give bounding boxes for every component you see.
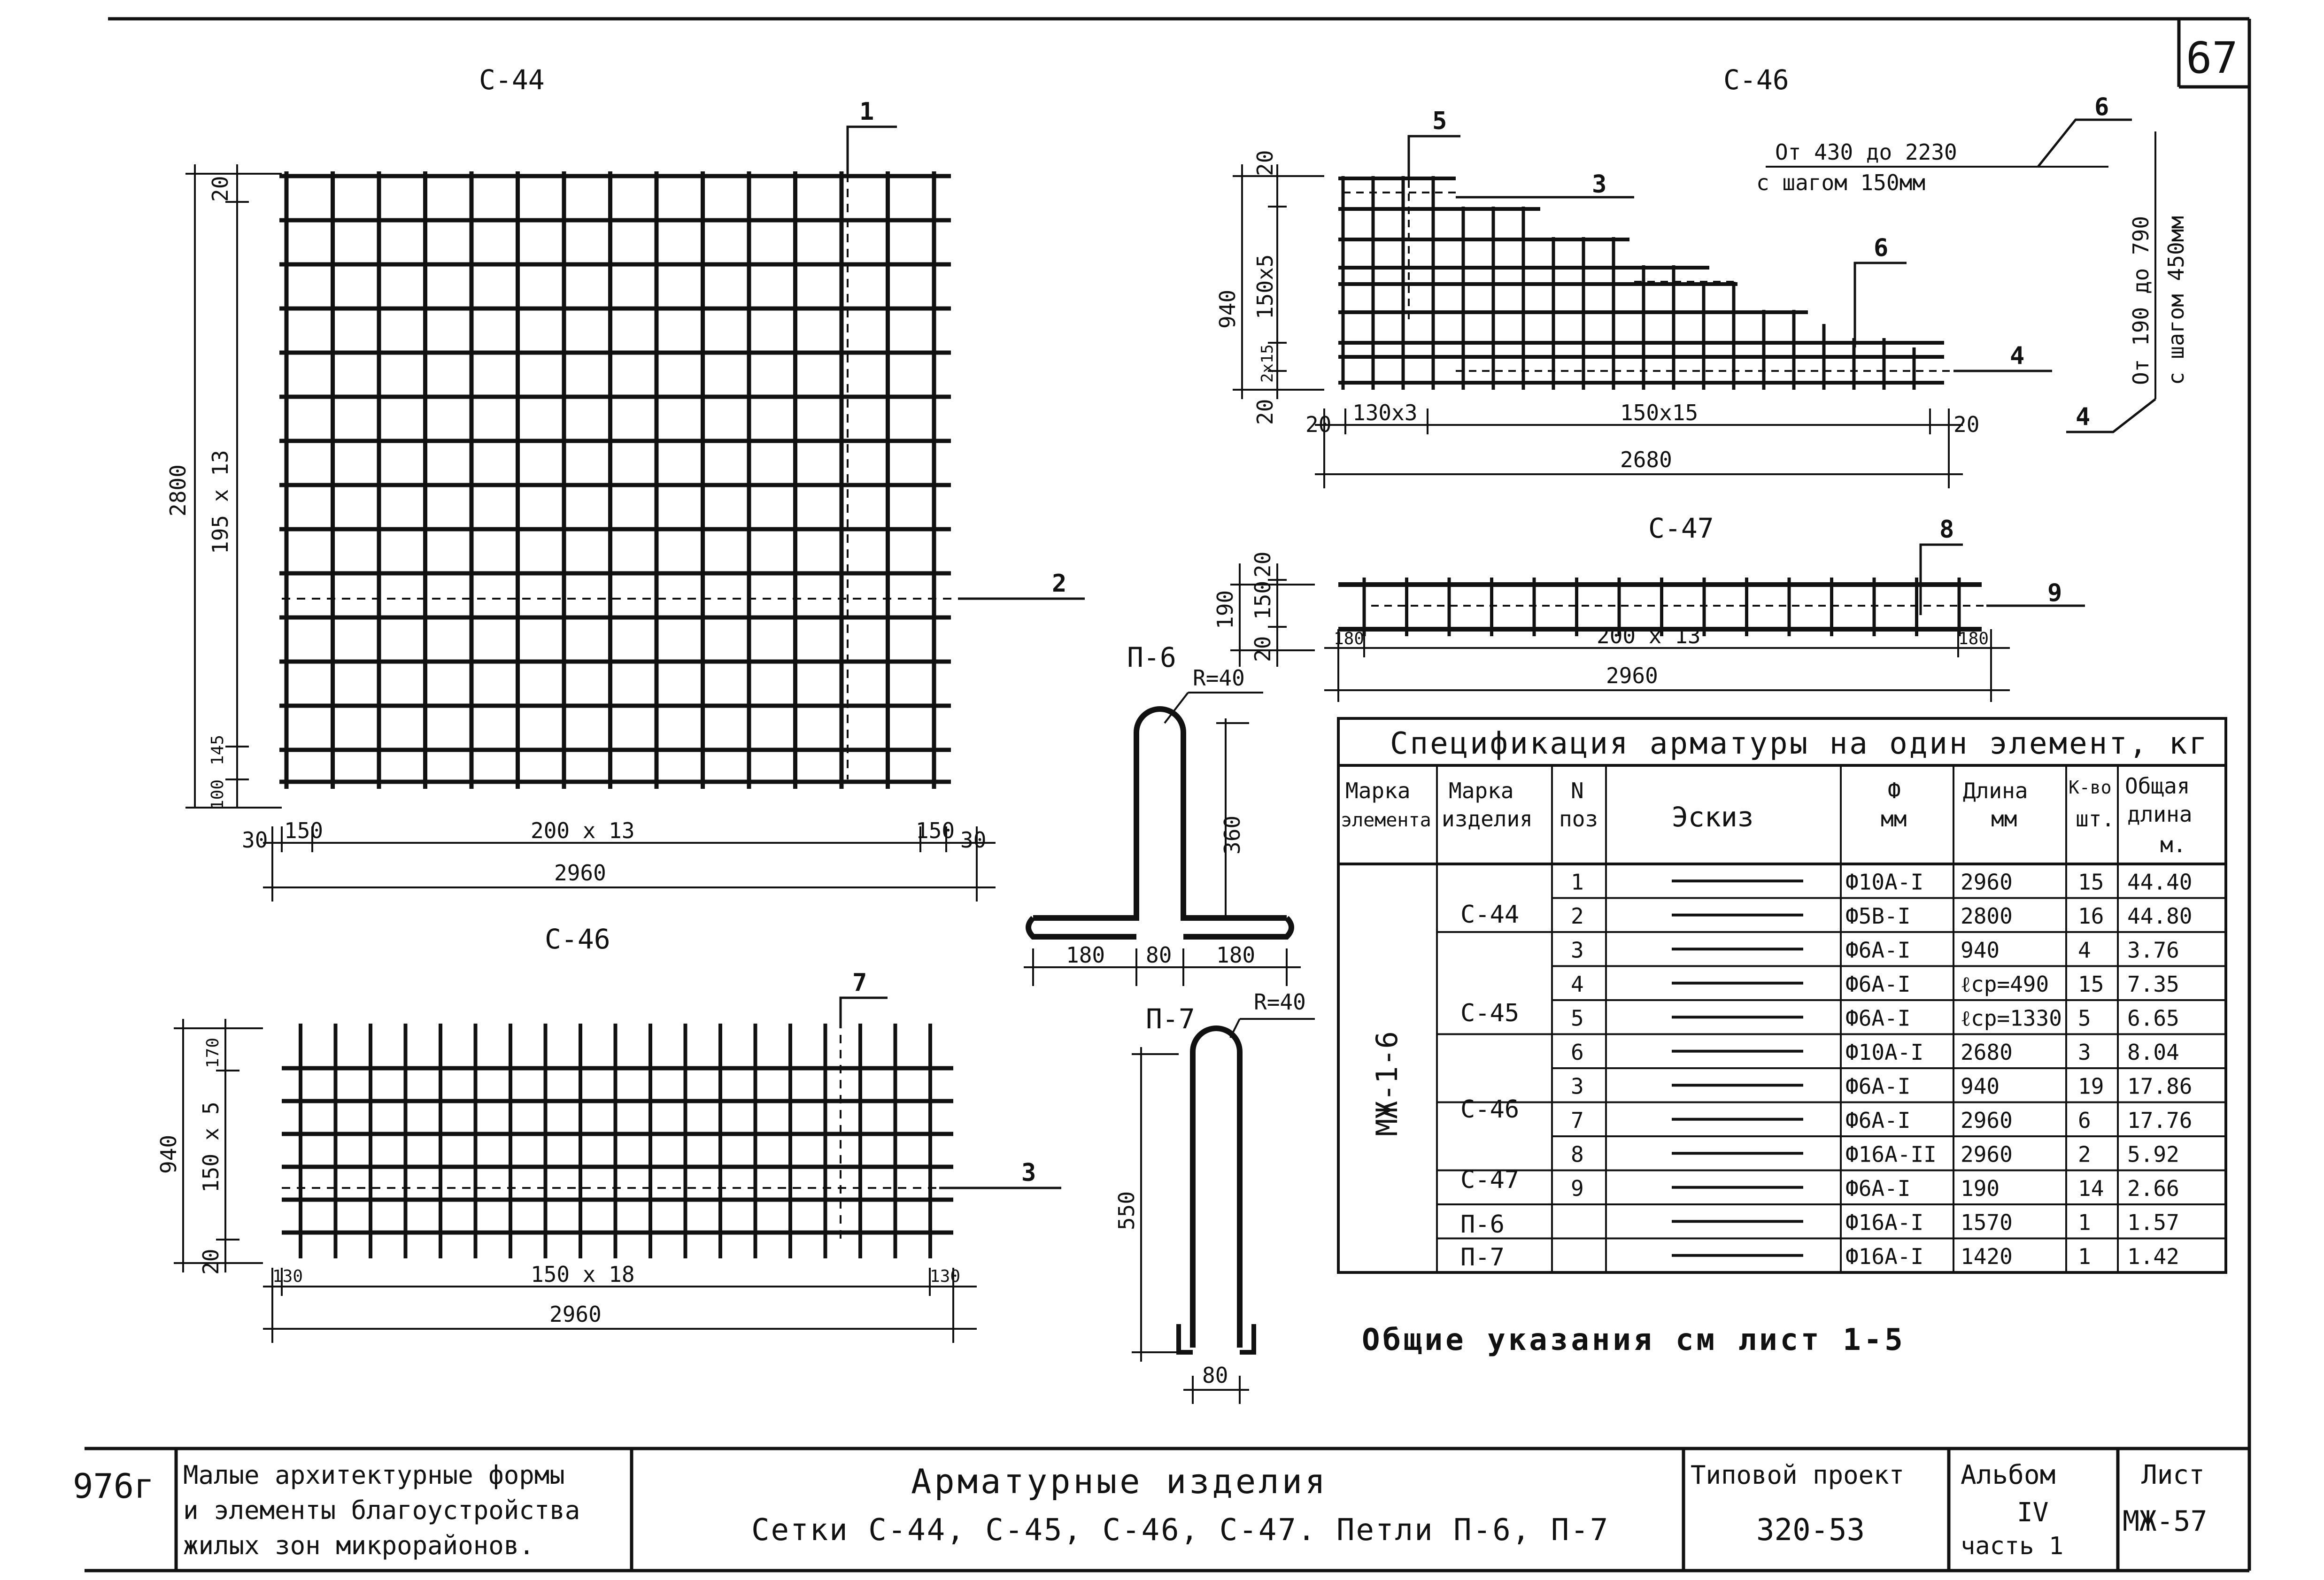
sheet-number: 67	[2186, 33, 2238, 83]
spec-cell-qty: 15	[2078, 869, 2104, 895]
c46-right-leader-5	[1409, 136, 1460, 178]
spec-cell-pos: 1	[1571, 869, 1584, 895]
spec-cell-len: 2800	[1961, 903, 2013, 929]
spec-h-qty-2: шт.	[2076, 806, 2115, 832]
spec-cell-len: 2960	[1961, 869, 2013, 895]
c46-right-dim-total-w: 2680	[1620, 447, 1672, 472]
spec-table	[1338, 718, 2226, 1272]
spec-element: МЖ-1-6	[1370, 1031, 1404, 1136]
spec-cell-pos: 8	[1571, 1141, 1584, 1167]
c46-left-dim-bottom: 20	[198, 1249, 224, 1275]
c44-dim-left-off: 150	[284, 818, 324, 843]
general-note: Общие указания см лист 1-5	[1362, 1323, 1906, 1357]
spec-cell-len: 2960	[1961, 1141, 2013, 1167]
c46-right-mark-3: 3	[1592, 170, 1607, 199]
spec-cell-pos: 7	[1571, 1108, 1584, 1133]
spec-h-sketch: Эскиз	[1672, 801, 1754, 833]
spec-cell-len: 190	[1961, 1176, 2000, 1201]
c44-leader-1	[848, 127, 897, 174]
c44-dim-spacing-h: 195 х 13	[208, 450, 233, 554]
c47-dim-spacing-w: 200 х 13	[1597, 623, 1701, 648]
title-block	[73, 1449, 2249, 1571]
spec-cell-qty: 4	[2078, 937, 2091, 963]
c46-left-dim-left-off: 130	[272, 1267, 303, 1286]
loop-p6	[1024, 641, 1301, 986]
mesh-c46-left	[156, 923, 1061, 1343]
spec-cell-total: 1.57	[2127, 1210, 2179, 1235]
spec-cell-len: 2680	[1961, 1040, 2013, 1065]
spec-cell-diam: Ф10А-I	[1845, 869, 1924, 895]
spec-cell-qty: 1	[2078, 1244, 2091, 1269]
c46-right-mark-5: 5	[1432, 107, 1447, 135]
c46-right-dim-right-edge: 20	[1953, 412, 1980, 437]
spec-loop-p7: П-7	[1460, 1243, 1505, 1272]
p7-radius: R=40	[1254, 989, 1306, 1015]
tb-album-label: Альбом	[1961, 1460, 2056, 1490]
c47-dim-mid: 150	[1250, 580, 1275, 620]
spec-cell-diam: Ф16А-II	[1845, 1141, 1937, 1167]
spec-cell-diam: Ф6А-I	[1845, 1073, 1911, 1099]
c46-right-dim-mid-sp: 150х15	[1620, 400, 1699, 425]
spec-cell-qty: 19	[2078, 1073, 2104, 1099]
spec-cell-len: 1570	[1961, 1210, 2013, 1235]
p6-w-mid: 80	[1146, 942, 1172, 968]
spec-cell-diam: Ф6А-I	[1845, 1108, 1911, 1133]
spec-cell-diam: Ф10А-I	[1845, 1040, 1924, 1065]
spec-cell-total: 44.80	[2127, 903, 2193, 929]
c47-mark-8: 8	[1939, 516, 1954, 544]
c44-dim-spacing-w: 200 х 13	[531, 818, 635, 843]
c46-right-note-side2: с шагом 450мм	[2163, 216, 2189, 385]
p6-w-right: 180	[1216, 942, 1256, 968]
spec-cell-len: 940	[1961, 1073, 2000, 1099]
c47-dim-left-off: 180	[1334, 629, 1365, 648]
spec-h-element-1: Марка	[1345, 778, 1411, 803]
tb-project-value: 320-53	[1756, 1513, 1865, 1548]
spec-group-c44: С-44	[1460, 901, 1520, 929]
spec-cell-diam: Ф5В-I	[1845, 903, 1911, 929]
c46-left-title: С-46	[545, 923, 610, 955]
spec-loop-p6: П-6	[1460, 1210, 1505, 1239]
spec-rows	[1437, 870, 2226, 1270]
c44-dim-bottom-b: 145	[208, 734, 227, 765]
spec-cell-total: 8.04	[2127, 1040, 2179, 1065]
c47-dim-top: 20	[1250, 551, 1275, 578]
spec-cell-total: 1.42	[2127, 1244, 2179, 1269]
c46-left-dim-top: 170	[203, 1037, 223, 1068]
spec-cell-len: 1420	[1961, 1244, 2013, 1269]
spec-cell-total: 6.65	[2127, 1005, 2179, 1031]
p6-height: 360	[1220, 815, 1245, 855]
c47-leader-8	[1921, 545, 1963, 615]
c46-right-mark-4b: 4	[2076, 403, 2091, 431]
spec-cell-qty: 16	[2078, 903, 2104, 929]
spec-cell-pos: 3	[1571, 937, 1584, 963]
c46-right-dim-bottom: 20	[1252, 399, 1278, 425]
spec-h-product-2: изделия	[1442, 806, 1533, 832]
spec-h-product-1: Марка	[1449, 778, 1514, 803]
mesh-c44	[165, 64, 1085, 902]
c44-dim-lines	[185, 164, 996, 902]
spec-cell-pos: 9	[1571, 1176, 1584, 1201]
p7-height: 550	[1114, 1191, 1139, 1230]
spec-h-pos-1: N	[1571, 778, 1584, 803]
c46-left-grid	[282, 1024, 953, 1258]
c44-dim-right-off: 150	[916, 818, 955, 843]
tb-sheet-label: Лист	[2141, 1460, 2205, 1490]
spec-cell-total: 2.66	[2127, 1176, 2179, 1201]
spec-cell-qty: 5	[2078, 1005, 2091, 1031]
spec-h-total-3: м.	[2160, 832, 2186, 857]
spec-cell-diam: Ф6А-I	[1845, 937, 1911, 963]
spec-h-total-1: Общая	[2125, 773, 2190, 799]
spec-cell-pos: 3	[1571, 1073, 1584, 1099]
c46-right-title: С-46	[1723, 64, 1789, 96]
spec-cell-pos: 4	[1571, 971, 1584, 997]
c46-right-dim-spacing-h: 150х5	[1252, 254, 1278, 319]
tb-name-2: Сетки С-44, С-45, С-46, С-47. Петли П-6, П-7	[751, 1513, 1610, 1548]
c46-left-dim-total-h: 940	[156, 1134, 181, 1174]
c46-right-note-side: От 190 до 790	[2128, 216, 2154, 385]
spec-cell-total: 7.35	[2127, 971, 2179, 997]
spec-cell-pos: 5	[1571, 1005, 1584, 1031]
spec-h-total-2: длина	[2127, 802, 2193, 827]
c47-mark-9: 9	[2047, 579, 2062, 607]
c46-left-mark-3: 3	[1021, 1159, 1036, 1187]
c44-dim-bottom-a: 100	[208, 779, 227, 810]
spec-cell-total: 5.92	[2127, 1141, 2179, 1167]
spec-cell-total: 3.76	[2127, 937, 2179, 963]
c46-right-dim-left-sp: 130х3	[1352, 400, 1418, 425]
c44-dim-total-h: 2800	[165, 464, 191, 516]
loop-p7	[1114, 989, 1315, 1404]
c46-right-mark-6: 6	[1874, 234, 1889, 262]
spec-cell-qty: 3	[2078, 1040, 2091, 1065]
spec-h-len-2: мм	[1991, 806, 2017, 832]
c46-right-dim-top: 20	[1252, 150, 1278, 176]
tb-name-1: Арматурные изделия	[911, 1462, 1328, 1501]
spec-group-c47: С-47	[1460, 1166, 1520, 1194]
tb-sheet-value: МЖ-57	[2123, 1505, 2208, 1538]
c46-right-mark-6b: 6	[2094, 93, 2109, 121]
c46-right-grid	[1338, 176, 1944, 390]
spec-cell-total: 44.40	[2127, 869, 2193, 895]
tb-series-2: и элементы благоустройства	[183, 1495, 580, 1525]
spec-h-len-1: Длина	[1963, 778, 2028, 803]
spec-group-c46: С-46	[1460, 1095, 1520, 1124]
c44-dim-left-edge: 30	[242, 827, 268, 853]
spec-cell-qty: 14	[2078, 1176, 2104, 1201]
c46-right-leader-6b	[2038, 120, 2132, 167]
spec-cell-qty: 15	[2078, 971, 2104, 997]
c46-left-dim-spacing-w: 150 х 18	[531, 1262, 635, 1287]
c46-right-dim-left-edge: 20	[1305, 412, 1332, 437]
c44-grid	[279, 171, 951, 789]
c47-dim-bottom: 20	[1250, 636, 1275, 662]
c46-right-dim-small: 2х15	[1258, 344, 1277, 383]
spec-h-pos-2: поз	[1559, 806, 1598, 832]
spec-title: Спецификация арматуры на один элемент, кг	[1390, 726, 2209, 761]
tb-series-3: жилых зон микрорайонов.	[183, 1531, 534, 1560]
spec-cell-diam: Ф6А-I	[1845, 971, 1911, 997]
spec-cell-total: 17.86	[2127, 1073, 2193, 1099]
spec-cell-len: 2960	[1961, 1108, 2013, 1133]
spec-cell-total: 17.76	[2127, 1108, 2193, 1133]
spec-cell-qty: 1	[2078, 1210, 2091, 1235]
c46-left-dim-spacing-h: 150 х 5	[198, 1102, 224, 1193]
spec-cell-pos: 6	[1571, 1040, 1584, 1065]
spec-cell-diam: Ф16А-I	[1845, 1210, 1924, 1235]
spec-h-diam-1: Ф	[1888, 778, 1901, 803]
spec-cell-qty: 2	[2078, 1141, 2091, 1167]
c46-right-leader-6	[1855, 263, 1907, 347]
tb-project-label: Типовой проект	[1691, 1460, 1905, 1490]
c46-left-dim-right-off: 130	[930, 1267, 961, 1286]
p6-radius: R=40	[1193, 665, 1245, 691]
c44-dim-top: 20	[208, 176, 233, 202]
c44-dim-right-edge: 30	[960, 827, 987, 853]
c46-right-note-top: От 430 до 2230	[1775, 139, 1957, 165]
c44-mark-1: 1	[859, 98, 874, 126]
tb-series-1: Малые архитектурные формы	[183, 1460, 565, 1490]
spec-cell-len: ℓср=1330	[1961, 1005, 2062, 1031]
mesh-c47	[1212, 512, 2085, 702]
spec-cell-diam: Ф6А-I	[1845, 1176, 1911, 1201]
spec-cell-pos: 2	[1571, 903, 1584, 929]
spec-h-element-2: элемента	[1341, 809, 1431, 831]
c46-right-note-top2: с шагом 150мм	[1756, 170, 1926, 195]
spec-cell-len: 940	[1961, 937, 2000, 963]
p7-title: П-7	[1146, 1003, 1195, 1035]
p6-w-left: 180	[1066, 942, 1105, 968]
c46-left-mark-7: 7	[852, 969, 867, 997]
spec-cell-len: ℓср=490	[1961, 971, 2049, 997]
p7-width: 80	[1202, 1363, 1228, 1388]
spec-cell-diam: Ф6А-I	[1845, 1005, 1911, 1031]
c47-dim-total-h: 190	[1212, 590, 1238, 629]
spec-cell-qty: 6	[2078, 1108, 2091, 1133]
p6-title: П-6	[1127, 641, 1176, 673]
c44-mark-2: 2	[1052, 570, 1067, 598]
c46-right-mark-4: 4	[2010, 342, 2025, 370]
spec-cell-diam: Ф16А-I	[1845, 1244, 1924, 1269]
c44-dim-total-w: 2960	[554, 860, 606, 886]
c47-dim-total-w: 2960	[1606, 663, 1658, 688]
tb-album-value: IV	[2017, 1497, 2049, 1528]
c46-left-dim-total-w: 2960	[549, 1302, 602, 1327]
spec-group-c45: С-45	[1460, 999, 1520, 1027]
mesh-c46-right	[1215, 64, 2189, 488]
c46-left-leader-7	[841, 998, 888, 1028]
c46-right-dim-total-h: 940	[1215, 289, 1240, 329]
c44-title: С-44	[479, 64, 545, 96]
c47-title: С-47	[1648, 512, 1714, 544]
spec-h-qty-1: К-во	[2069, 777, 2112, 798]
tb-code: 976г	[73, 1466, 154, 1506]
tb-album-part: часть 1	[1961, 1532, 2064, 1560]
spec-h-diam-2: мм	[1881, 806, 1907, 832]
c47-dim-right-off: 180	[1958, 629, 1989, 648]
